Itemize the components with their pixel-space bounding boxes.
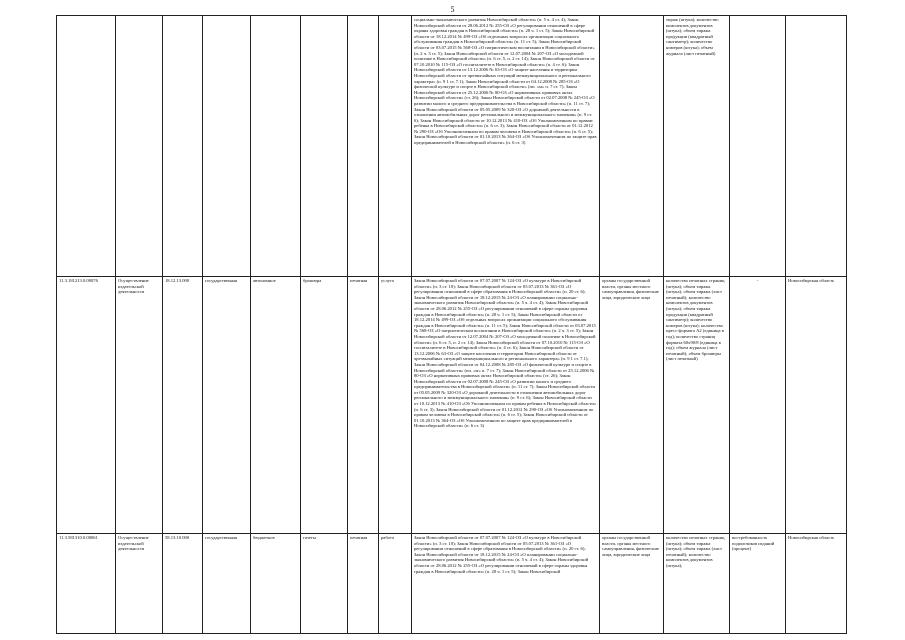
cell-consumers — [600, 16, 664, 277]
cell-quality: - — [730, 277, 786, 534]
cell-quality — [730, 16, 786, 277]
cell-code — [57, 16, 116, 277]
cell-org: государственная — [203, 277, 251, 534]
cell-org — [203, 16, 251, 277]
cell-content: работа — [379, 534, 412, 634]
cell-region — [786, 16, 847, 277]
cell-consumers: органы государственной власти, органы местного самоуправления, физические лица, юридические лица — [600, 277, 664, 534]
cell-type — [301, 16, 348, 277]
cell-indicators: количество печатных страниц (штука); объем тиража (штука); объем тиража (лист печатный); количество комплектов документов (штука); — [664, 534, 730, 634]
cell-payment: печатная — [348, 277, 379, 534]
cell-okved: 18.12.13.000 — [163, 277, 203, 534]
cell-form: автономное — [251, 277, 301, 534]
cell-code: 11.3.581310.0.00061 — [57, 534, 116, 634]
cell-type: брошюра — [301, 277, 348, 534]
table-row — [57, 277, 847, 534]
cell-content: услуга — [379, 277, 412, 534]
cell-type: газеты — [301, 534, 348, 634]
cell-basis: Закон Новосибирской области от 07.07.2007 № 124-ОЗ «О культуре в Новосибирской области» (п. 3 ст. 10); Закон Новосибирской области от 05.07.2013 № 361-ОЗ «О регулировании отношений в сфере образования в Новосибирской области» (п. 20 ст. 6); Закон Новосибирской области от 18.12.2015 № 24-ОЗ «О планировании социально-экономического развития Новосибирской области» (п. 5 ч. 4 ст. 4); Закон Новосибирской области от 28.06.2012 № 255-ОЗ «О регулировании отношений в сфере охраны здоровья граждан в Новосибирской области» (п. 28 ч. 1 ст. 5); Закон Новосибирской — [412, 534, 600, 634]
cell-activity — [116, 16, 163, 277]
table-row — [57, 534, 847, 634]
table-row — [57, 16, 847, 277]
cell-okved — [163, 16, 203, 277]
cell-indicators: количество печатных страниц (штука); объем тиража (штука); объем тиража (лист печатный); количество комплектов документов (штука); объем тиража продукции (квадратный сантиметр); количество номеров (штука); количество пресс-формата А2 (единица в год); количество страниц формата 60x90/8 (единица в год); объем журнала (лист печатный); объем брошюры (лист печатный) — [664, 277, 730, 534]
cell-payment: печатная — [348, 534, 379, 634]
cell-indicators: тираж (штука); количество комплектов документов (штука); объем тиража продукции (квадратный сантиметр); количество номеров (штука); объем журнала (лист печатный) — [664, 16, 730, 277]
cell-payment — [348, 16, 379, 277]
page-number: 5 — [450, 5, 455, 14]
cell-content — [379, 16, 412, 277]
cell-basis: Закон Новосибирской области от 07.07.2007 № 124-ОЗ «О культуре в Новосибирской области» (п. 3 ст. 10); Закон Новосибирской области от 05.07.2013 № 361-ОЗ «О регулировании отношений в сфере образования в Новосибирской области» (п. 20 ст. 6); Закон Новосибирской области от 18.12.2015 № 24-ОЗ «О планировании социально-экономического развития Новосибирской области» (п. 5 ч. 4 ст. 4); Закон Новосибирской области от 28.06.2012 № 255-ОЗ «О регулировании отношений в сфере охраны здоровья граждан в Новосибирской области» (п. 28 ч. 1 ст. 5); Закон Новосибирской области от 18.12.2014 № 499-ОЗ «Об отдельных вопросах организации социального обслуживания граждан в Новосибирской области» (п. 11 ст. 5); Закон Новосибирской области от 03.07.2015 № 568-ОЗ «О патриотическом воспитании в Новосибирской области» (п. 2 ч. 3 ст. 5); Закон Новосибирской области от 12.07.2004 № 207-ОЗ «О молодежной политике в Новосибирской области» (п. 6 ст. 5, п. 2 ст. 14); Закон Новосибирской области от 07.10.2010 № 115-ОЗ «О госпиталитете в Новосибирской области» (п. 4 ст. 6); Закон Новосибирской области от 13.12.2006 № 63-ОЗ «О защите населения и территории Новосибирской области от чрезвычайных ситуаций межмуниципального и регионального характера» (п. 9 1 ст. 7.1); Закон Новосибирской области от 04.12.2008 № 285-ОЗ «О физической культуре и спорте в Новосибирской области» (пп. «м» п. 7 ст. 7); Закон Новосибирской области от 25.12.2006 № 80-ОЗ «О нормативных правовых актах Новосибирской области» (ст. 26); Закон Новосибирской области от 02.07.2008 № 245-ОЗ «О развитии малого и среднего предпринимательства в Новосибирской области» (п. 11 ст. 7); Закон Новосибирской области от 05.05.2009 № 320-ОЗ «О дорожной деятельности в отношении автомобильных дорог регионального и межмуниципального значения» (п. 9 ст. 6); Закон Новосибирской области от 10.12.2013 № 410-ОЗ «Об Уполномоченном по правам ребенка в Новосибирской области» (п. 6 ст. 3); Закон Новосибирской области от 01.12.2012 № 290-ОЗ «Об Уполномоченном по правам человека в Новосибирской области» (п. 6 ст. 5); Закон Новосибирской области от 01.10.2013 № 364-ОЗ «Об Уполномоченном по защите прав предпринимателей в Новосибирской области» (п. 6 ст. 3) — [412, 277, 600, 534]
cell-org: государственная — [203, 534, 251, 634]
cell-basis: социально-экономического развития Новосибирской области» (п. 5 ч. 4 ст. 4); Закон Новосибирской области от 28.06.2012 № 255-ОЗ «О регулировании отношений в сфере охраны здоровья граждан в Новосибирской области» (п. 28 ч. 1 ст. 5); Закон Новосибирской области от 18.12.2014 № 499-ОЗ «Об отдельных вопросах организации социального обслуживания граждан в Новосибирской области» (п. 11 ст. 5); Закон Новосибирской области от 03.07.2015 № 568-ОЗ «О патриотическом воспитании в Новосибирской области» (п. 2 ч. 3 ст. 5); Закон Новосибирской области от 12.07.2004 № 207-ОЗ «О молодежной политике в Новосибирской области» (п. 6 ст. 5, п. 2 ст. 14); Закон Новосибирской области от 07.10.2010 № 115-ОЗ «О госпиталитете в Новосибирской области» (п. 4 ст. 6); Закон Новосибирской области от 13.12.2006 № 63-ОЗ «О защите населения и территории Новосибирской области от чрезвычайных ситуаций межмуниципального и регионального характера» (п. 9 1 ст. 7.1); Закон Новосибирской области от 04.12.2008 № 285-ОЗ «О физической культуре и спорте в Новосибирской области» (пп. «м» п. 7 ст. 7); Закон Новосибирской области от 25.12.2006 № 80-ОЗ «О нормативных правовых актах Новосибирской области» (ст. 26); Закон Новосибирской области от 02.07.2008 № 245-ОЗ «О развитии малого и среднего предпринимательства в Новосибирской области» (п. 11 ст. 7); Закон Новосибирской области от 05.05.2009 № 320-ОЗ «О дорожной деятельности в отношении автомобильных дорог регионального и межмуниципального значения» (п. 9 ст. 6); Закон Новосибирской области от 10.12.2013 № 410-ОЗ «Об Уполномоченном по правам ребенка в Новосибирской области» (п. 6 ст. 3); Закон Новосибирской области от 01.12.2012 № 290-ОЗ «Об Уполномоченном по правам человека в Новосибирской области» (п. 6 ст. 5); Закон Новосибирской области от 01.10.2013 № 364-ОЗ «Об Уполномоченном по защите прав предпринимателей в Новосибирской области» (п. 6 ст. 3) — [412, 16, 600, 277]
cell-region: Новосибирская область — [786, 277, 847, 534]
cell-okved: 58.13.10.000 — [163, 534, 203, 634]
cell-region: Новосибирская область — [786, 534, 847, 634]
cell-code: 11.3.181213.0.00076 — [57, 277, 116, 534]
cell-activity: Осуществление издательской деятельности — [116, 534, 163, 634]
cell-form — [251, 16, 301, 277]
registry-table — [56, 15, 847, 634]
cell-activity: Осуществление издательской деятельности — [116, 277, 163, 534]
cell-form: бюджетное — [251, 534, 301, 634]
cell-quality: востребованность подписчиков изданий (процент) — [730, 534, 786, 634]
cell-consumers: органы государственной власти, органы местного самоуправления, физические лица, юридические лица — [600, 534, 664, 634]
